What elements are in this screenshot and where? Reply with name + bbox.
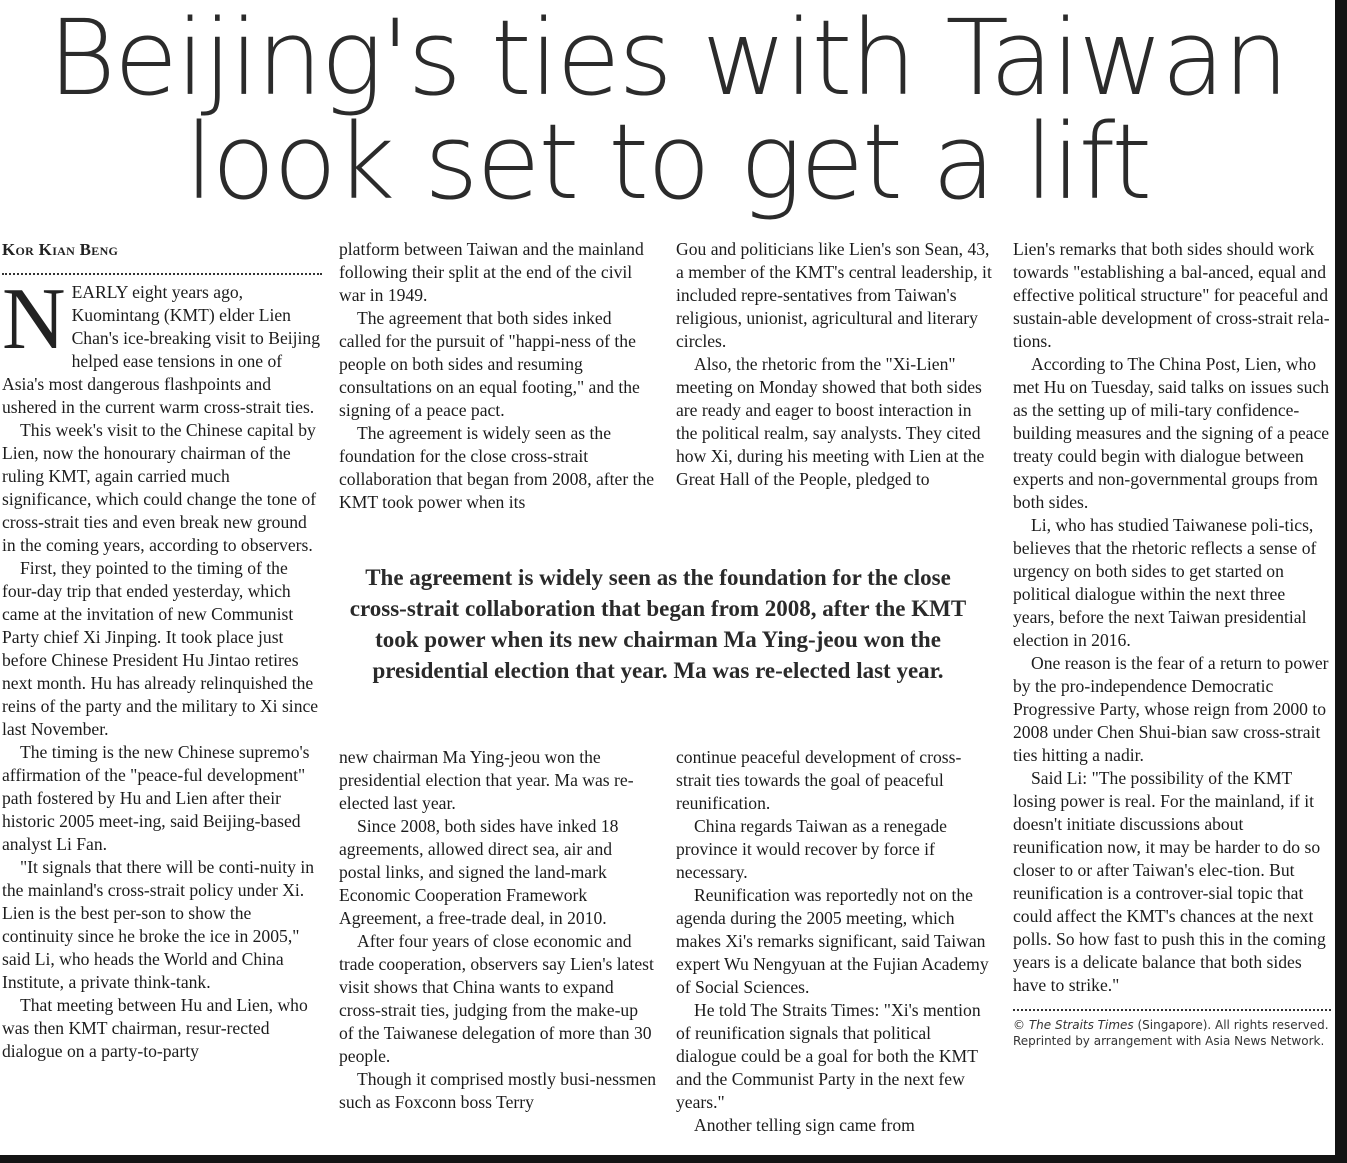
column-1: [2, 238, 322, 1063]
lead-text: EARLY eight years ago, Kuomintang (KMT) elder Lien Chan's ice-breaking visit to Beijing helped ease tensions in one of Asia's most dangerous flashpoints and ushered in the current warm cross-strait ties.: [2, 282, 321, 417]
column-4: [1013, 238, 1331, 1049]
paragraph: Reunification was reportedly not on the agenda during the 2005 meeting, which makes Xi's remarks significant, said Taiwan expert Wu Nengyuan at the Fujian Academy of Social Sciences.: [676, 885, 989, 997]
paragraph: continue peaceful development of cross-strait ties towards the goal of peaceful reunification.: [676, 747, 962, 813]
copyright-symbol: ©: [1013, 1018, 1025, 1032]
headline-line-1: Beijing's ties with Taiwan: [47, 0, 1288, 119]
column-2-top: [339, 238, 657, 514]
headline: [0, 0, 1335, 223]
paragraph: China regards Taiwan as a renegade province it would recover by force if necessary.: [676, 816, 947, 882]
paragraph: He told The Straits Times: "Xi's mention of reunification signals that political dialogue could be a goal for both the KMT and the Communist Party in the next few years.": [676, 1000, 981, 1112]
drop-cap: N: [2, 271, 66, 368]
page-edge-right: [1335, 0, 1347, 1163]
credit-divider: [1013, 1001, 1331, 1011]
paragraph: The timing is the new Chinese supremo's affirmation of the "peace-ful development" path fostered by Hu and Lien after their historic 2005 meet-ing, said Beijing-based analyst Li Fan.: [2, 742, 310, 854]
paragraph: platform between Taiwan and the mainland following their split at the end of the civil war in 1949.: [339, 239, 644, 305]
paragraph: The agreement is widely seen as the foundation for the close cross-strait collaboration that began from 2008, after the KMT took power when its: [339, 423, 655, 512]
lead-paragraph: [2, 271, 322, 419]
headline-line-2: look set to get a lift: [184, 101, 1151, 223]
paragraph: That meeting between Hu and Lien, who was then KMT chairman, resur-rected dialogue on a party-to-party: [2, 995, 308, 1061]
paragraph: This week's visit to the Chinese capital by Lien, now the honourary chairman of the ruling KMT, again carried much significance, which could change the tone of cross-strait ties and even break new ground in the coming years, according to observers.: [2, 420, 317, 555]
pull-quote: The agreement is widely seen as the foundation for the close cross-strait collaboration that began from 2008, after the KMT took power when its new chairman Ma Ying-jeou won the presidential election that year. Ma was re-elected last year.: [349, 565, 967, 683]
paragraph: The agreement that both sides inked called for the pursuit of "happi-ness of the people on both sides and resuming consultations on an equal footing," and the signing of a peace pact.: [339, 308, 640, 420]
paragraph: Though it comprised mostly busi-nessmen such as Foxconn boss Terry: [339, 1069, 657, 1112]
paragraph: Lien's remarks that both sides should work towards "establishing a bal-anced, equal and effective political structure" for peaceful and sustain-able development of cross-strait rela-tions.: [1013, 239, 1330, 351]
paragraph: new chairman Ma Ying-jeou won the presidential election that year. Ma was re-elected last year.: [339, 747, 634, 813]
paragraph: Li, who has studied Taiwanese poli-tics, believes that the rhetoric reflects a sense of urgency on both sides to get started on political dialogue within the next three years, before the next Taiwan presidential election in 2016.: [1013, 515, 1317, 650]
page-edge-bottom: [0, 1155, 1347, 1163]
paragraph: Said Li: "The possibility of the KMT losing power is real. For the mainland, if it doesn't initiate discussions about reunification now, it may be harder to do so closer to or after Taiwan's elec-tion. But reunification is a controver-sial topic that could affect the KMT's chances at the next polls. So how fast to push this in the coming years is a delicate balance that both sides have to strike.": [1013, 768, 1326, 995]
paragraph: Gou and politicians like Lien's son Sean, 43, a member of the KMT's central leadership, it included repre-sentatives from Taiwan's religious, unionist, agricultural and literary circles.: [676, 239, 992, 351]
column-2-bottom: [339, 746, 657, 1114]
paragraph: Since 2008, both sides have inked 18 agreements, allowed direct sea, air and postal links, and signed the land-mark Economic Cooperation Framework Agreement, a free-trade deal, in 2010.: [339, 816, 619, 928]
paragraph: According to The China Post, Lien, who met Hu on Tuesday, said talks on issues such as the setting up of mili-tary confidence-building measures and the signing of a peace treaty could begin with dialogue between experts and non-governmental groups from both sides.: [1013, 354, 1330, 512]
paragraph: Also, the rhetoric from the "Xi-Lien" meeting on Monday showed that both sides are ready and eager to boost interaction in the political realm, say analysts. They cited how Xi, during his meeting with Lien at the Great Hall of the People, pledged to: [676, 354, 985, 489]
paragraph: One reason is the fear of a return to power by the pro-independence Democratic Progressive Party, whose reign from 2000 to 2008 under Chen Shui-bian saw cross-strait ties hitting a nadir.: [1013, 653, 1329, 765]
paragraph: After four years of close economic and trade cooperation, observers say Lien's latest visit shows that China wants to expand cross-strait ties, judging from the make-up of the Taiwanese delegation of more than 30 people.: [339, 931, 654, 1066]
publication-name: The Straits Times: [1028, 1018, 1134, 1032]
paragraph: "It signals that there will be conti-nuity in the mainland's cross-strait policy under Xi. Lien is the best per-son to show the continuity since he broke the ice in 2005," said Li, who heads the World and China Institute, a private think-tank.: [2, 857, 314, 992]
column-3-top: [676, 238, 994, 491]
copyright-credit: [1013, 1017, 1331, 1049]
credit-text: (Singapore). All rights reserved. Reprinted by arrangement with Asia News Network.: [1013, 1018, 1329, 1048]
paragraph: First, they pointed to the timing of the four-day trip that ended yesterday, which came at the invitation of new Communist Party chief Xi Jinping. It took place just before Chinese President Hu Jintao retires next month. Hu has already relinquished the reins of the party and the military to Xi since last November.: [2, 558, 319, 739]
column-3-bottom: [676, 746, 994, 1137]
paragraph: Another telling sign came from: [694, 1115, 915, 1135]
byline: Kor Kian Beng: [2, 240, 119, 259]
